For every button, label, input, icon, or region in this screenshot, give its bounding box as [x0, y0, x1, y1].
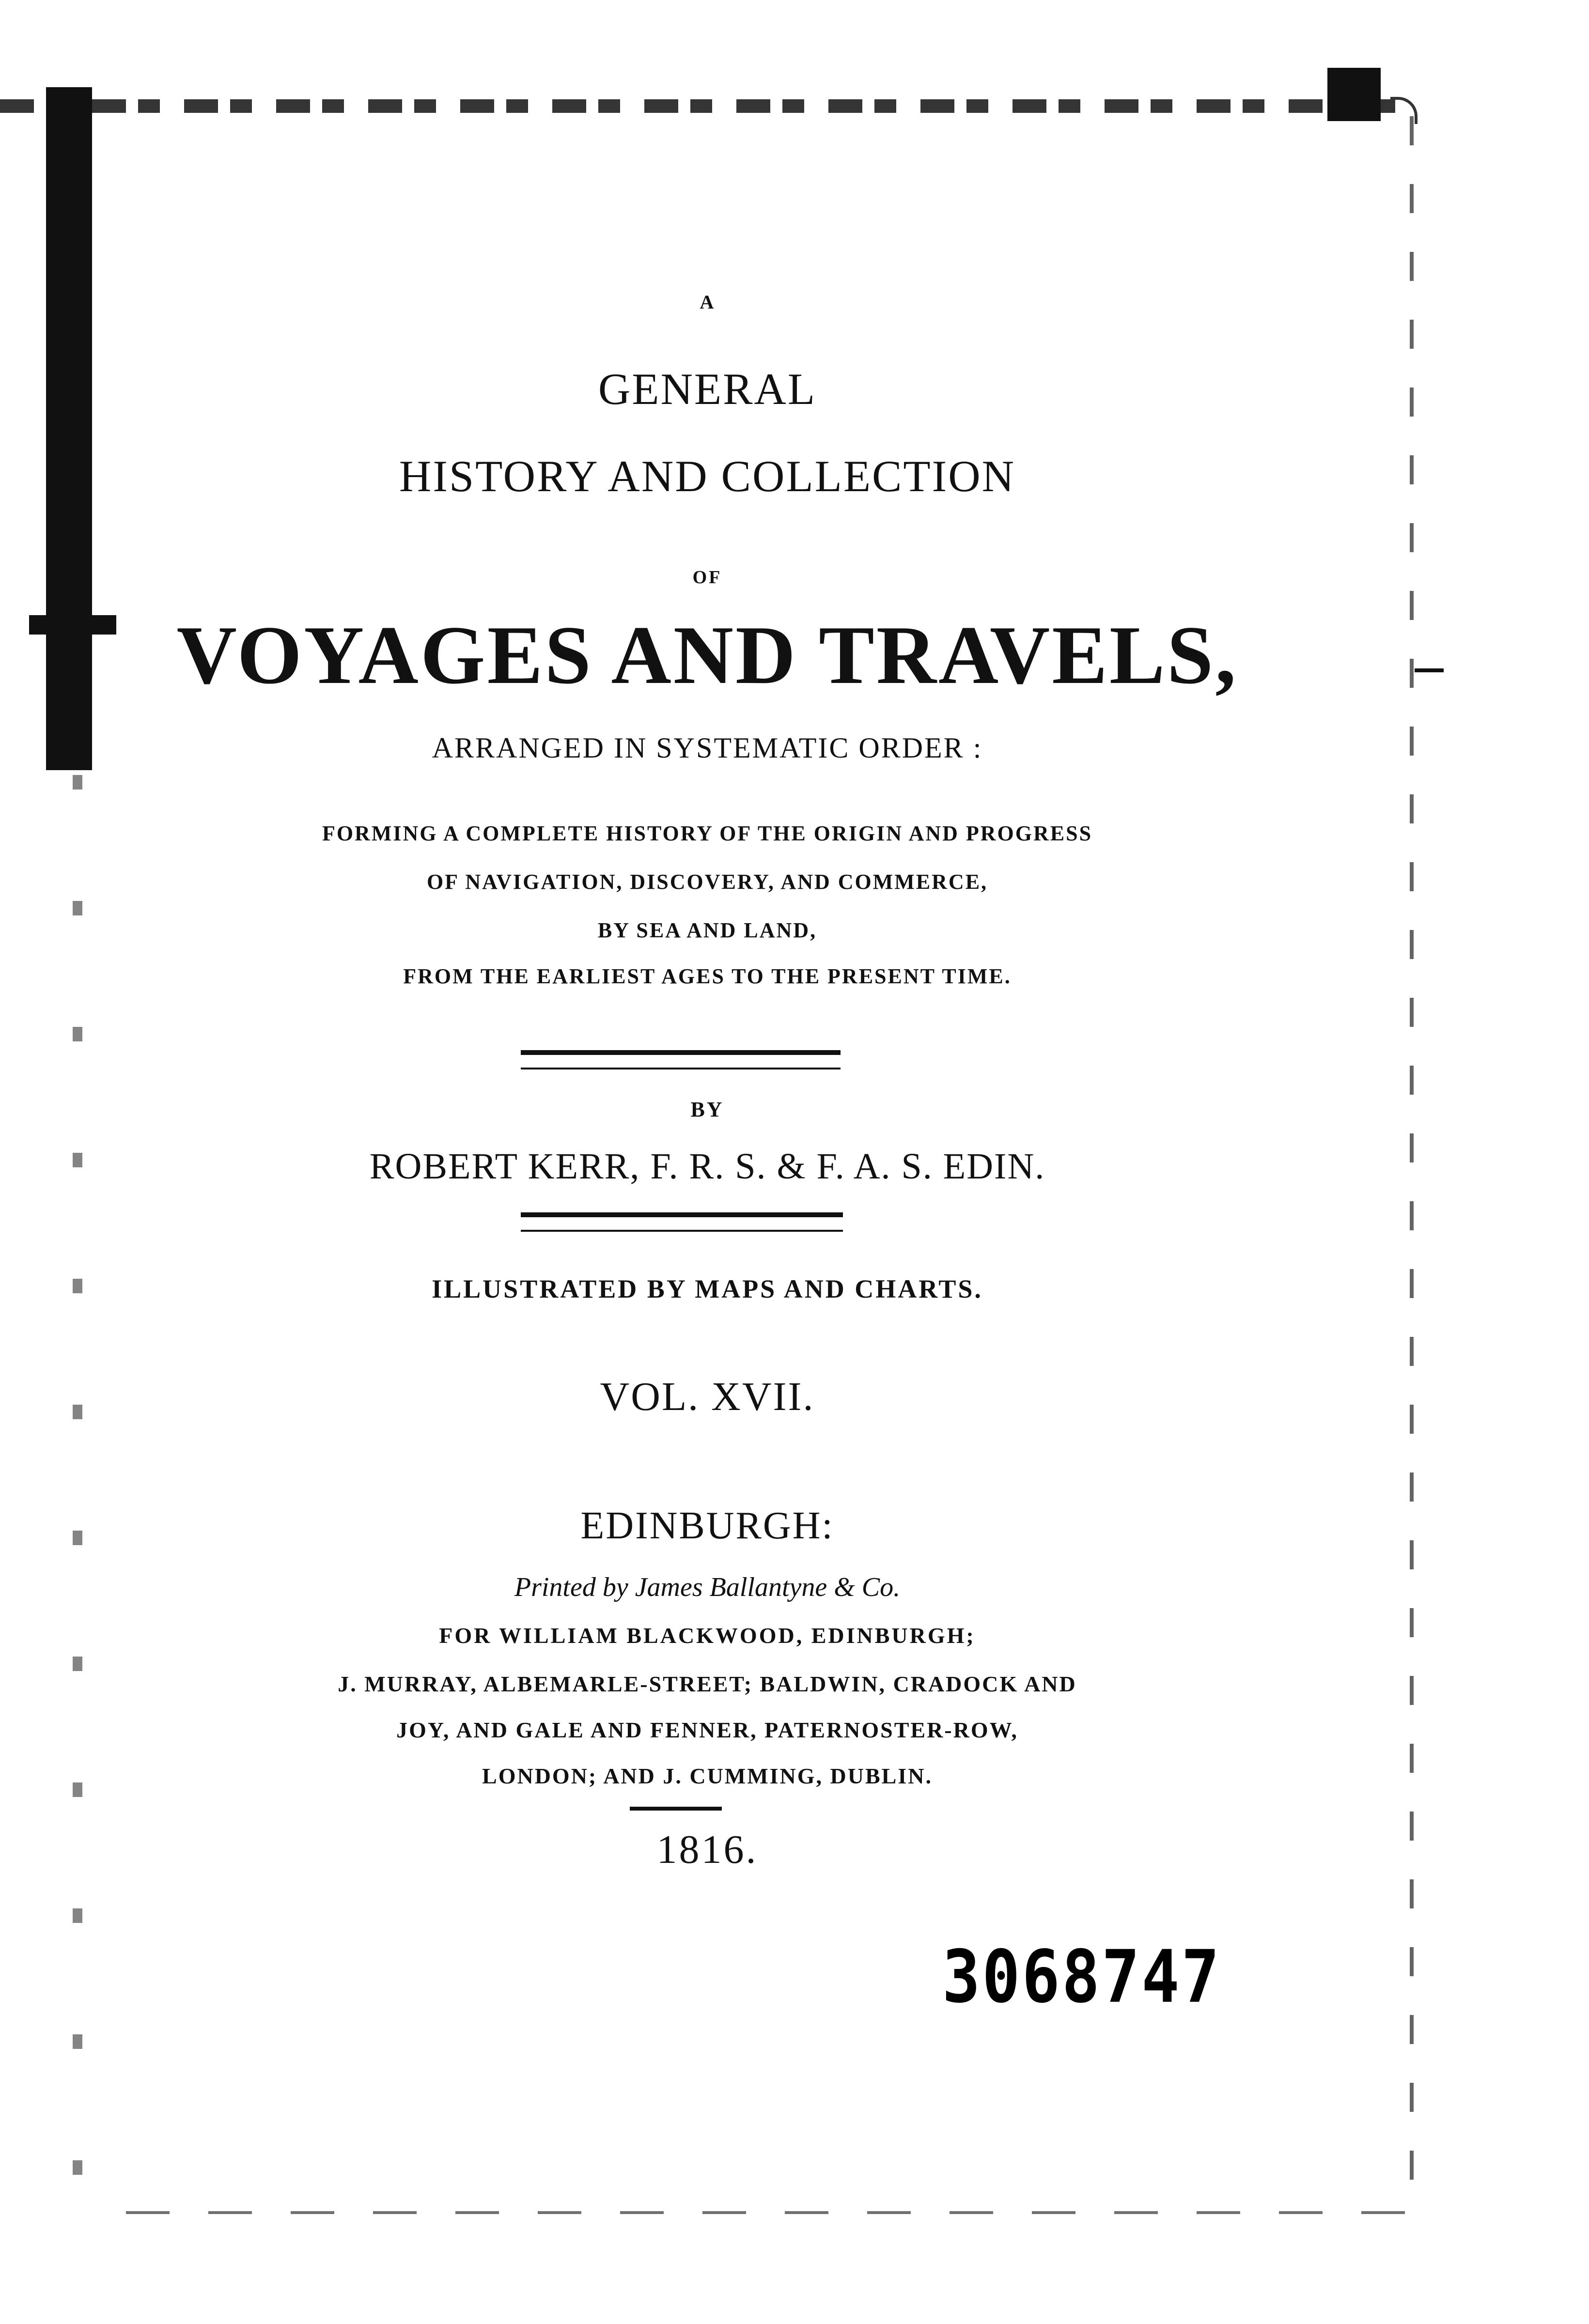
author-name: ROBERT KERR, F. R. S. & F. A. S. EDIN. — [369, 1146, 1045, 1187]
title-line-1: GENERAL — [598, 364, 817, 414]
imprint-publisher: J. MURRAY, ALBEMARLE-STREET; BALDWIN, CRADOCK AND — [338, 1672, 1077, 1696]
title-article: A — [700, 291, 715, 313]
imprint-publisher: JOY, AND GALE AND FENNER, PATERNOSTER-ROW, — [396, 1718, 1018, 1742]
imprint-publisher: LONDON; AND J. CUMMING, DUBLIN. — [482, 1764, 933, 1788]
imprint-printer: Printed by James Ballantyne & Co. — [514, 1572, 901, 1602]
double-rule-top — [521, 1050, 841, 1069]
publication-year: 1816. — [656, 1827, 758, 1872]
imprint-city: EDINBURGH: — [580, 1504, 834, 1547]
title-main: VOYAGES AND TRAVELS, — [176, 609, 1238, 701]
page-right-tick — [1415, 668, 1444, 672]
page-bottom-edge — [126, 2211, 1410, 2214]
volume-number: VOL. XVII. — [600, 1374, 815, 1419]
description-line: BY SEA AND LAND, — [597, 918, 817, 942]
description-line: FORMING A COMPLETE HISTORY OF THE ORIGIN AND PROGRESS — [322, 821, 1093, 845]
short-rule — [630, 1807, 722, 1811]
page-top-edge — [0, 99, 1395, 113]
page-corner-mark — [1327, 68, 1381, 121]
description-line: FROM THE EARLIEST AGES TO THE PRESENT TIME. — [403, 964, 1012, 988]
by-label: BY — [690, 1098, 724, 1121]
double-rule-bottom — [521, 1212, 843, 1232]
subtitle: ARRANGED IN SYSTEMATIC ORDER : — [432, 732, 983, 764]
illustrated-note: ILLUSTRATED BY MAPS AND CHARTS. — [432, 1274, 983, 1303]
title-line-2: HISTORY AND COLLECTION — [399, 451, 1016, 501]
library-stamp-number: 3068747 — [942, 1934, 1221, 2019]
imprint-publisher: FOR WILLIAM BLACKWOOD, EDINBURGH; — [439, 1623, 976, 1648]
description-line: OF NAVIGATION, DISCOVERY, AND COMMERCE, — [426, 870, 988, 894]
title-of: OF — [692, 567, 722, 588]
